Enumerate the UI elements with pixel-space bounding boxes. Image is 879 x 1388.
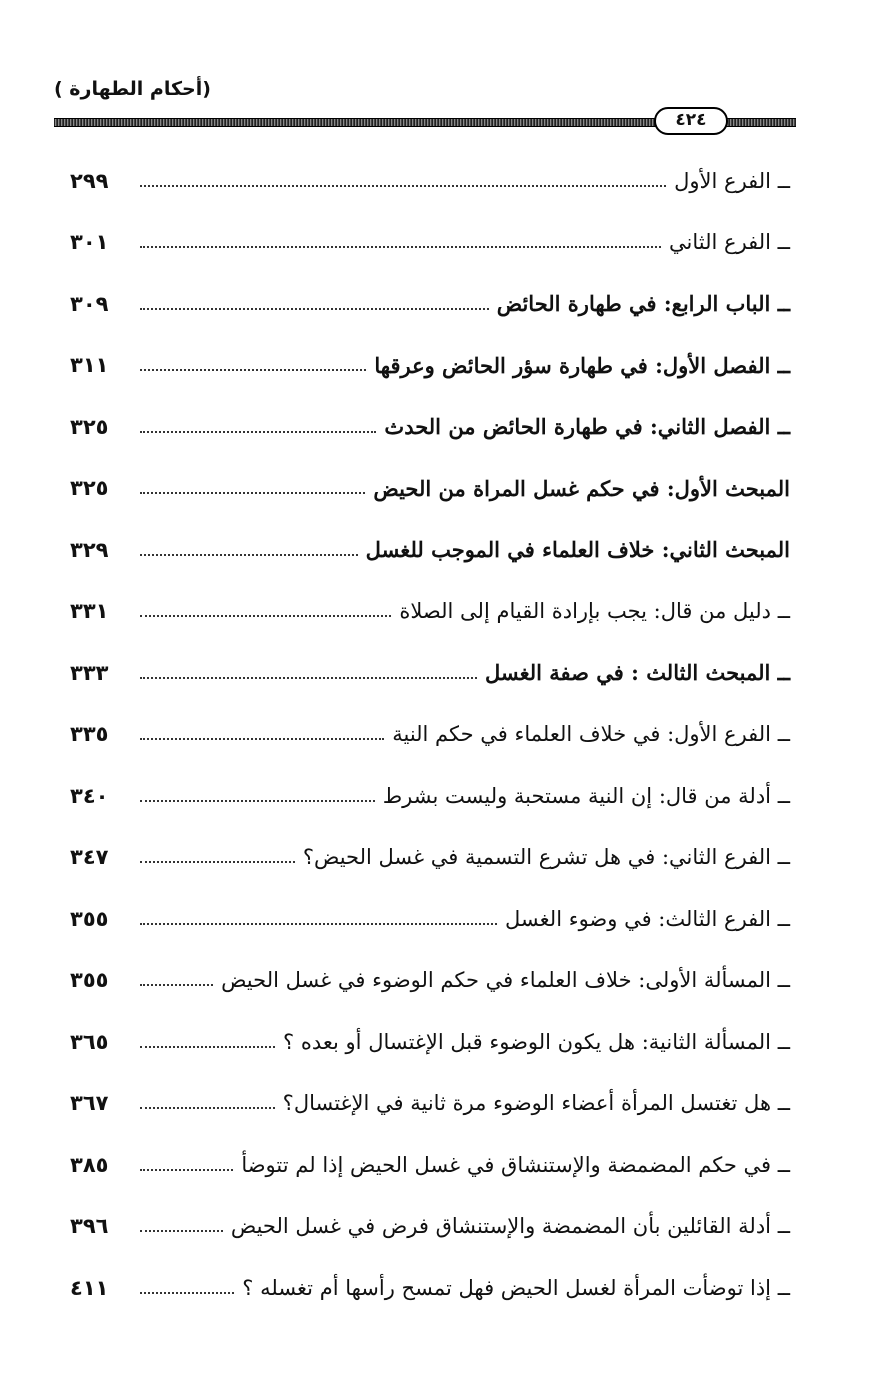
book-title: (أحكام الطهارة ) <box>54 78 211 100</box>
toc-entry <box>70 396 790 458</box>
toc-entry <box>70 212 790 274</box>
toc-title: ــ في حكم المضمضة والإستنشاق في غسل الحيض إذا لم تتوضأ <box>241 1152 790 1177</box>
toc-title: ــ المسألة الأولى: خلاف العلماء في حكم الوضوء في غسل الحيض <box>221 968 790 993</box>
toc-entry <box>70 1134 790 1196</box>
toc-title: ــ الفرع الأول: في خلاف العلماء في حكم النية <box>392 722 790 747</box>
dot-leader <box>140 369 366 371</box>
toc-page-number: ٤١١ <box>70 1275 109 1300</box>
page-header <box>54 72 796 132</box>
toc-title: ــ الباب الرابع: في طهارة الحائض <box>496 291 790 317</box>
toc-page-number: ٣٠١ <box>70 230 109 255</box>
toc-entry <box>70 765 790 827</box>
dot-leader <box>140 185 666 187</box>
dot-leader <box>140 615 391 617</box>
toc-title: ــ الفصل الأول: في طهارة سؤر الحائض وعرقها <box>374 352 790 378</box>
dot-leader <box>140 984 213 986</box>
toc-title: ــ الفصل الثاني: في طهارة الحائض من الحدث <box>384 414 790 440</box>
toc-entry <box>70 273 790 335</box>
dot-leader <box>140 308 489 310</box>
toc-title: ــ المسألة الثانية: هل يكون الوضوء قبل الإغتسال أو بعده ؟ <box>283 1029 790 1054</box>
dot-leader <box>140 1230 223 1232</box>
toc-entry <box>70 888 790 950</box>
toc-title: المبحث الأول: في حكم غسل المراة من الحيض <box>373 475 790 501</box>
toc-page-number: ٣٦٥ <box>70 1029 109 1054</box>
table-of-contents <box>70 150 790 1319</box>
toc-title: ــ الفرع الثاني: في هل تشرع التسمية في غسل الحيض؟ <box>302 845 790 870</box>
toc-entry <box>70 581 790 643</box>
dot-leader <box>140 677 477 679</box>
dot-leader <box>140 923 497 925</box>
toc-entry <box>70 458 790 520</box>
toc-page-number: ٣٣٥ <box>70 722 109 747</box>
dot-leader <box>140 861 295 863</box>
toc-title: ــ إذا توضأت المرأة لغسل الحيض فهل تمسح رأسها أم تغسله ؟ <box>242 1275 790 1300</box>
toc-page-number: ٣٤٠ <box>70 783 109 808</box>
dot-leader <box>140 1169 233 1171</box>
toc-page-number: ٣٥٥ <box>70 906 109 931</box>
toc-entry <box>70 704 790 766</box>
toc-entry <box>70 150 790 212</box>
toc-entry <box>70 1073 790 1135</box>
dot-leader <box>140 246 661 248</box>
toc-page-number: ٣٤٧ <box>70 845 109 870</box>
dot-leader <box>140 431 376 433</box>
toc-page-number: ٣٩٦ <box>70 1214 109 1239</box>
toc-entry <box>70 642 790 704</box>
dot-leader <box>140 1292 234 1294</box>
dot-leader <box>140 492 365 494</box>
toc-entry <box>70 335 790 397</box>
toc-page-number: ٢٩٩ <box>70 168 109 193</box>
dot-leader <box>140 1046 275 1048</box>
toc-title: ــ الفرع الثالث: في وضوء الغسل <box>505 906 790 931</box>
toc-page-number: ٣٢٩ <box>70 537 109 562</box>
toc-page-number: ٣٠٩ <box>70 291 109 316</box>
dot-leader <box>140 1107 275 1109</box>
dot-leader <box>140 800 375 802</box>
toc-page-number: ٣١١ <box>70 353 109 378</box>
toc-title: ــ هل تغتسل المرأة أعضاء الوضوء مرة ثانية في الإغتسال؟ <box>282 1091 790 1116</box>
toc-title: ــ الفرع الثاني <box>669 230 790 255</box>
page-number: ٤٢٤ <box>654 107 728 135</box>
toc-title: المبحث الثاني: خلاف العلماء في الموجب للغسل <box>365 537 790 563</box>
toc-entry <box>70 1196 790 1258</box>
toc-entry <box>70 1011 790 1073</box>
toc-title: ــ أدلة من قال: إن النية مستحبة وليست بشرط <box>382 783 790 808</box>
toc-entry <box>70 950 790 1012</box>
dot-leader <box>140 554 358 556</box>
toc-page-number: ٣٢٥ <box>70 414 109 439</box>
toc-page-number: ٣٦٧ <box>70 1091 109 1116</box>
toc-entry <box>70 827 790 889</box>
toc-title: ــ المبحث الثالث : في صفة الغسل <box>484 660 790 686</box>
toc-entry <box>70 519 790 581</box>
toc-page-number: ٣٨٥ <box>70 1152 109 1177</box>
toc-title: ــ دليل من قال: يجب بإرادة القيام إلى الصلاة <box>399 599 790 624</box>
toc-page-number: ٣٣٣ <box>70 660 109 685</box>
dot-leader <box>140 738 384 740</box>
toc-title: ــ الفرع الأول <box>674 168 790 193</box>
toc-entry <box>70 1257 790 1319</box>
toc-title: ــ أدلة القائلين بأن المضمضة والإستنشاق فرض في غسل الحيض <box>230 1214 790 1239</box>
toc-page-number: ٣٢٥ <box>70 476 109 501</box>
toc-page-number: ٣٣١ <box>70 599 109 624</box>
toc-page-number: ٣٥٥ <box>70 968 109 993</box>
